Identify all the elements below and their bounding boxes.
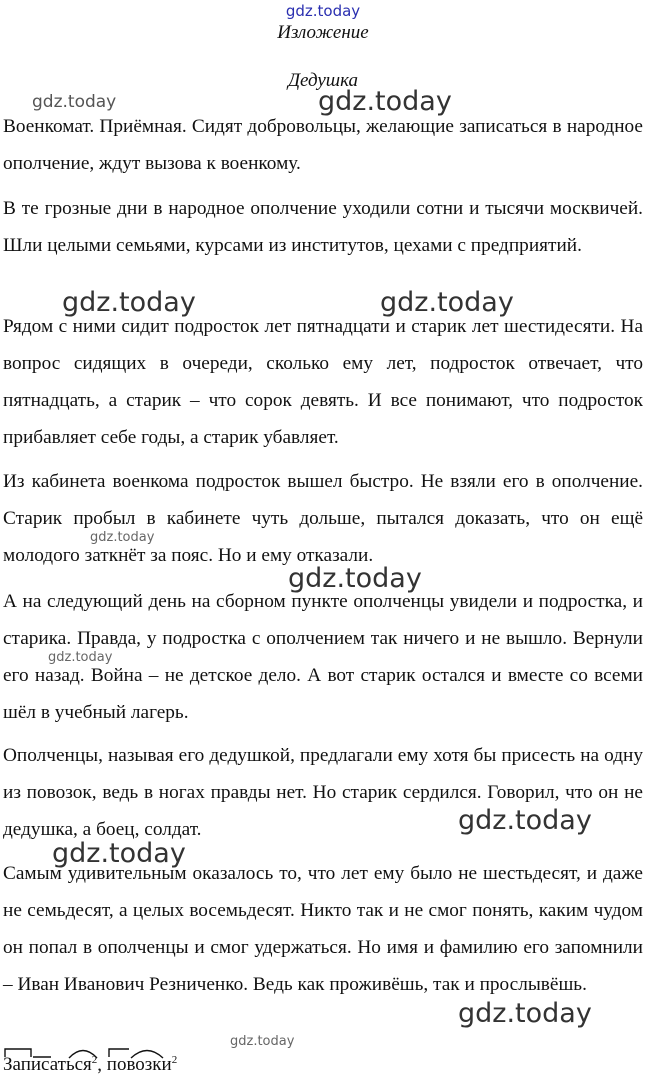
- paragraph-1: Военкомат. Приёмная. Сидят добровольцы, желающие записаться в народное ополчение, ждут вызова к военкому.: [3, 116, 643, 174]
- paragraph-3: Рядом с ними сидит подросток лет пятнадцати и старик лет шестидесяти. На вопрос сидящих в очереди, сколько ему лет, подросток отвечает, что пятнадцать, а старик – что сорок девять. И все понимают, что подросток прибавляет себе годы, а старик убавляет.: [3, 316, 643, 448]
- story-title: Дедушка: [287, 70, 359, 91]
- watermark-9: gdz.today: [52, 838, 186, 869]
- watermark-11: gdz.today: [230, 1034, 295, 1049]
- paragraph-5: А на следующий день на сборном пункте ополченцы увидели и подростка, и старика. Правда, у подростка с ополчением так ничего и не вышло. Вернули его назад. Война – не детское дело. А вот старик остался и вместе со всеми шёл в учебный лагерь.: [3, 591, 643, 723]
- parse-arc-1: [3, 1045, 103, 1059]
- watermark-2: gdz.today: [318, 86, 452, 117]
- paragraph-2: В те грозные дни в народное ополчение уходили сотни и тысячи москвичей. Шли целыми семьями, курсами из институтов, цехами с предприятий.: [3, 198, 643, 256]
- footer-word-1: Записаться: [3, 1054, 92, 1075]
- watermark-7: gdz.today: [48, 650, 113, 665]
- paragraph-7: Самым удивительным оказалось то, что лет ему было не шестьдесят, и даже не семьдесят, а целых восемьдесят. Никто так и не смог понять, каким чудом он попал в ополченцы и смог удержаться. Но имя и фамилию его запомнили – Иван Иванович Резниченко. Ведь как проживёшь, так и прослывёшь.: [3, 863, 643, 995]
- paragraph-4: Из кабинета военкома подросток вышел быстро. Не взяли его в ополчение. Старик пробыл в кабинете чуть дольше, пытался доказать, что он ещё молодого заткнёт за пояс. Но и ему отказали.: [3, 471, 643, 566]
- watermark-4: gdz.today: [380, 287, 514, 318]
- watermark-6: gdz.today: [288, 563, 422, 594]
- watermark-1: gdz.today: [32, 92, 117, 112]
- footer-word-2: повозки: [107, 1054, 172, 1075]
- footer-words: Записаться $^2$, повозки $^2$: [3, 1054, 177, 1076]
- top-watermark: gdz.today: [285, 2, 361, 20]
- watermark-5: gdz.today: [90, 530, 155, 545]
- document-title: Изложение: [277, 22, 369, 43]
- footer-sup-1: 2: [91, 1054, 98, 1066]
- paragraph-6: Ополченцы, называя его дедушкой, предлагали ему хотя бы присесть на одну из повозок, ведь в ногах правды нет. Но старик сердился. Говорил, что он не дедушка, а боец, солдат.: [3, 745, 643, 840]
- watermark-3: gdz.today: [62, 287, 196, 318]
- watermark-8: gdz.today: [458, 805, 592, 836]
- footer-sup-2: 2: [171, 1054, 178, 1066]
- parse-arc-2: [107, 1045, 187, 1059]
- watermark-10: gdz.today: [458, 998, 592, 1029]
